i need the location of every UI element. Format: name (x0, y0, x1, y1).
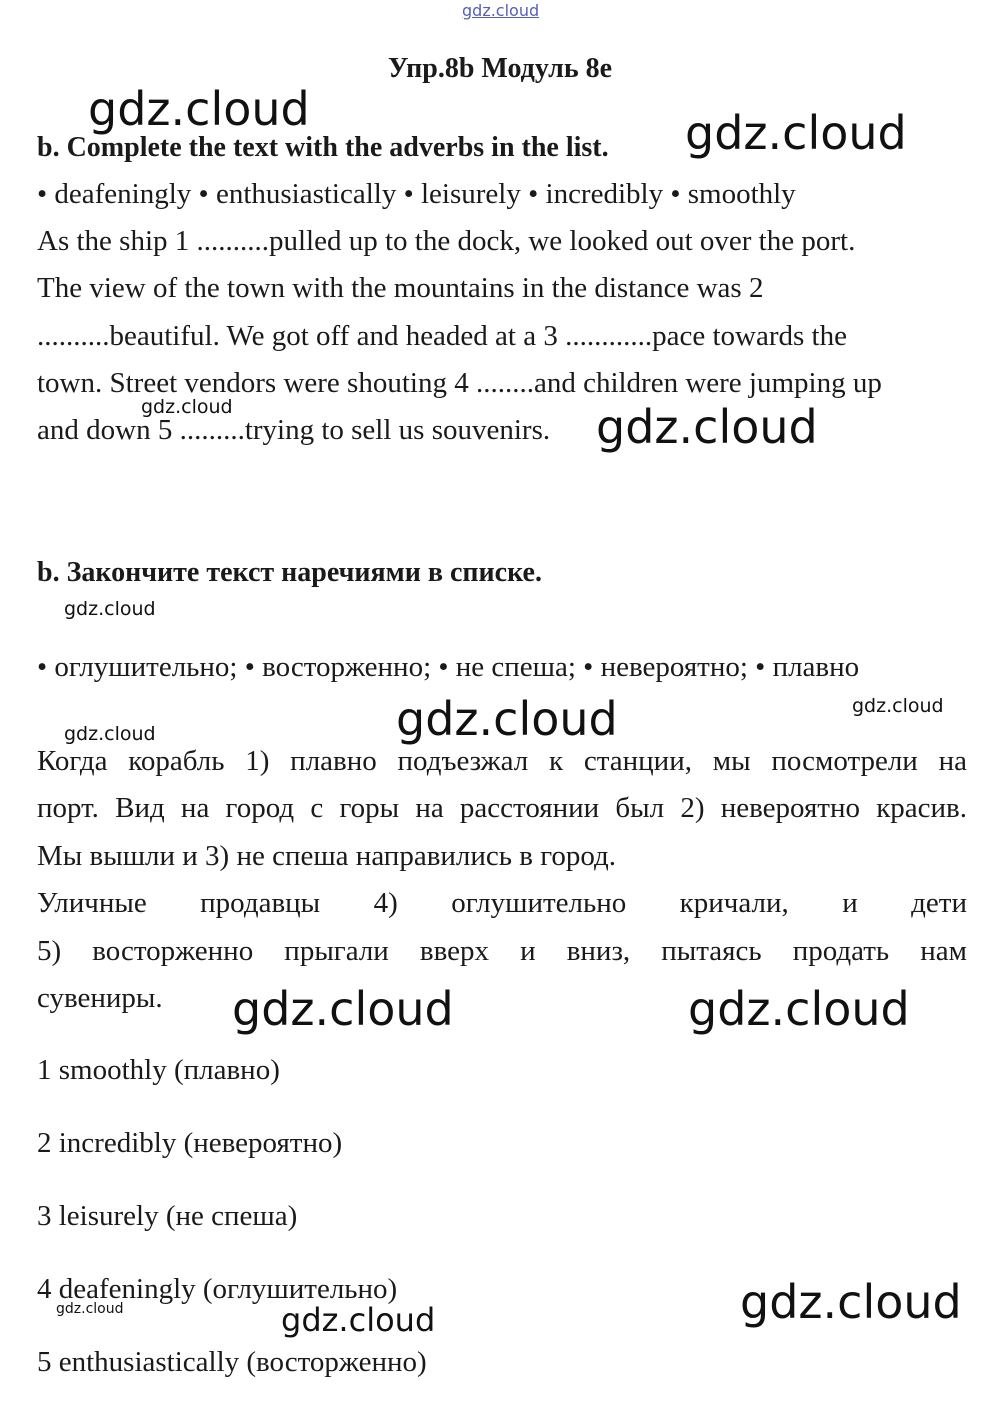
english-heading: b. Complete the text with the adverbs in the list. (37, 132, 609, 163)
russian-text-line: Когда корабль 1) плавно подъезжал к станции, мы посмотрели на (37, 745, 967, 777)
watermark: gdz.cloud (141, 396, 233, 418)
page-title: Упр.8b Модуль 8е (387, 53, 613, 84)
watermark: gdz.cloud (852, 695, 944, 717)
english-word-list: • deafeningly • enthusiastically • leisurely • incredibly • smoothly (37, 178, 796, 210)
watermark: gdz.cloud (281, 1301, 436, 1339)
russian-text-line: 5) восторженно прыгали вверх и вниз, пытаясь продать нам (37, 935, 967, 967)
russian-word-list: • оглушительно; • восторженно; • не спеша; • невероятно; • плавно (37, 651, 860, 683)
english-text-line: As the ship 1 ..........pulled up to the dock, we looked out over the port. (37, 225, 856, 257)
watermark: gdz.cloud (88, 82, 310, 136)
russian-heading: b. Закончите текст наречиями в списке. (37, 557, 542, 588)
watermark: gdz.cloud (396, 692, 618, 746)
watermark: gdz.cloud (64, 723, 156, 745)
watermark: gdz.cloud (56, 1301, 124, 1317)
answer-item: 4 deafeningly (оглушительно) (37, 1273, 398, 1305)
answer-item: 1 smoothly (плавно) (37, 1054, 280, 1086)
answer-item: 3 leisurely (не спеша) (37, 1200, 298, 1232)
english-text-line: The view of the town with the mountains in the distance was 2 (37, 272, 764, 304)
answer-item: 2 incredibly (невероятно) (37, 1127, 343, 1159)
english-text-line: ..........beautiful. We got off and headed at a 3 ............pace towards the (37, 320, 847, 352)
watermark: gdz.cloud (740, 1275, 962, 1329)
watermark: gdz.cloud (232, 982, 454, 1036)
english-text-line: and down 5 .........trying to sell us souvenirs. (37, 414, 551, 446)
russian-text-line: порт. Вид на город с горы на расстоянии был 2) невероятно красив. (37, 792, 967, 824)
watermark: gdz.cloud (685, 106, 907, 160)
watermark: gdz.cloud (64, 598, 156, 620)
watermark: gdz.cloud (596, 400, 818, 454)
russian-text-line: сувениры. (37, 982, 163, 1014)
watermark: gdz.cloud (688, 982, 910, 1036)
answer-item: 5 enthusiastically (восторженно) (37, 1346, 427, 1378)
watermark-top[interactable]: gdz.cloud (462, 1, 540, 20)
russian-text-line: Мы вышли и 3) не спеша направились в город. (37, 840, 617, 872)
english-text-line: town. Street vendors were shouting 4 ........and children were jumping up (37, 367, 882, 399)
russian-text-line: Уличные продавцы 4) оглушительно кричали, и дети (37, 887, 967, 919)
